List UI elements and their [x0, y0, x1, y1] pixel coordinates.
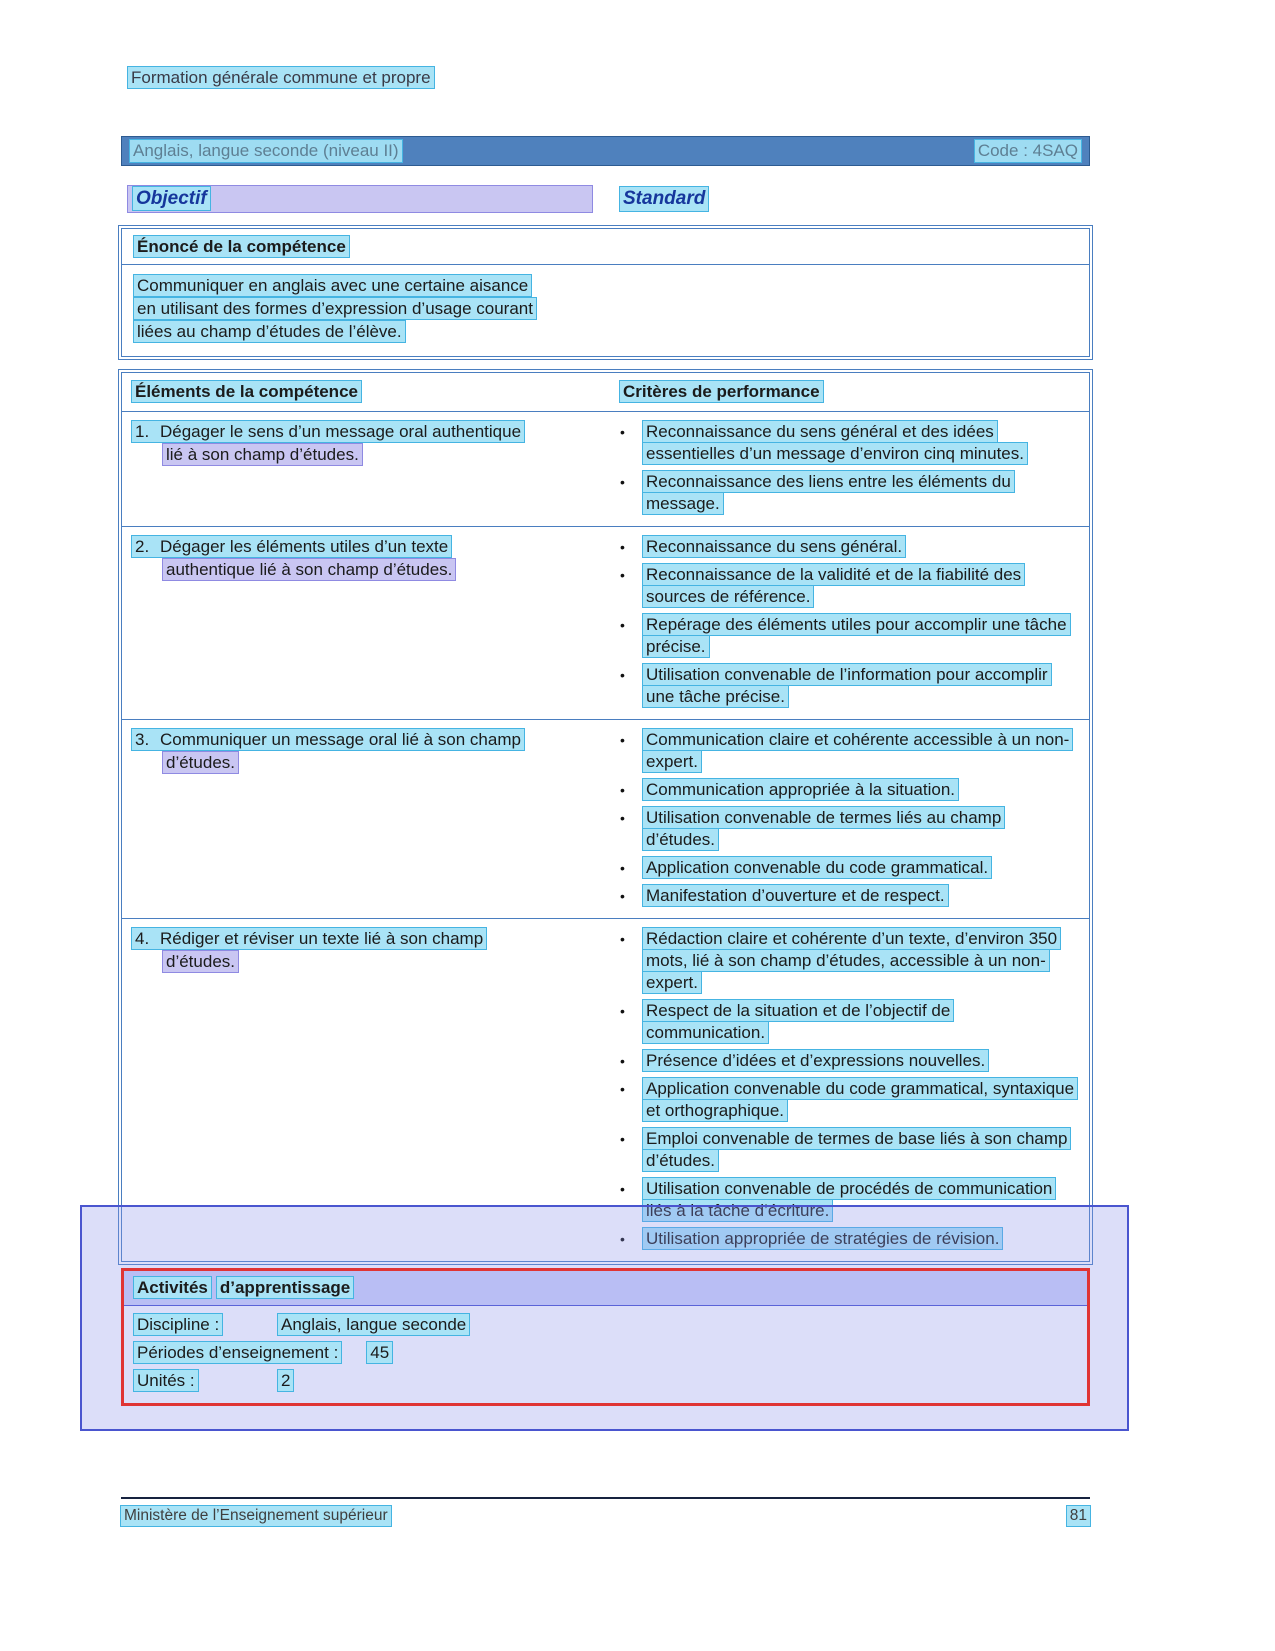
- bullet-icon: •: [620, 860, 625, 876]
- criteres-header-cell: Critères de performance: [600, 373, 1089, 411]
- activites-table: [121, 1268, 1090, 1406]
- criterion-item: • Communication claire et cohérente accessible à un non-expert.: [620, 729, 1075, 773]
- bullet-icon: •: [620, 667, 625, 683]
- element-text-line: 1. Dégager le sens d’un message oral authentique: [132, 421, 586, 443]
- enonce-body-line: en utilisant des formes d’expression d’usage courant: [134, 298, 1077, 320]
- bullet-icon: •: [620, 424, 625, 440]
- element-text-line: 2. Dégager les éléments utiles d’un texte: [132, 536, 586, 558]
- activites-row-value: 45: [367, 1342, 392, 1363]
- standard-label: Standard: [620, 187, 708, 211]
- objectif-label: Objectif: [133, 187, 210, 210]
- criterion-item: • Manifestation d’ouverture et de respect.: [620, 885, 1075, 907]
- element-text-line: authentique lié à son champ d’études.: [132, 559, 586, 581]
- bullet-icon: •: [620, 617, 625, 633]
- section-label-row: [128, 68, 434, 88]
- activites-heading-word: d’apprentissage: [217, 1277, 353, 1298]
- competence-table-header: [122, 373, 1089, 412]
- criterion-item: • Respect de la situation et de l’objectif de communication.: [620, 1000, 1075, 1044]
- activites-row: [124, 1339, 1087, 1367]
- bullet-icon: •: [620, 1053, 625, 1069]
- table-row: [122, 412, 1089, 527]
- criteria-cell: [600, 919, 1089, 1261]
- page-footer: [121, 1497, 1090, 1526]
- activites-row-label: Discipline :: [134, 1314, 222, 1335]
- element-text-line: lié à son champ d’études.: [132, 444, 586, 466]
- criteria-cell: [600, 412, 1089, 526]
- element-cell: [122, 919, 600, 1261]
- enonce-body-line: Communiquer en anglais avec une certaine aisance: [134, 275, 1077, 297]
- bullet-icon: •: [620, 931, 625, 947]
- bullet-icon: •: [620, 567, 625, 583]
- element-text-line: 4. Rédiger et réviser un texte lié à son champ: [132, 928, 586, 950]
- bullet-icon: •: [620, 1131, 625, 1147]
- criteria-cell: [600, 720, 1089, 918]
- activites-heading-row: [124, 1271, 1087, 1306]
- criterion-item: • Utilisation convenable de termes liés au champ d’études.: [620, 807, 1075, 851]
- bullet-icon: •: [620, 474, 625, 490]
- bullet-icon: •: [620, 810, 625, 826]
- enonce-heading-row: [122, 229, 1089, 265]
- activites-row: [124, 1367, 1087, 1395]
- bullet-icon: •: [620, 1081, 625, 1097]
- criterion-item: • Présence d’idées et d’expressions nouvelles.: [620, 1050, 1075, 1072]
- table-row: [122, 720, 1089, 919]
- element-cell: [122, 412, 600, 526]
- activites-row-value: 2: [278, 1370, 293, 1391]
- bullet-icon: •: [620, 782, 625, 798]
- table-row: [122, 527, 1089, 720]
- competence-table: [121, 372, 1090, 1262]
- bullet-icon: •: [620, 1231, 625, 1247]
- element-cell: [122, 527, 600, 719]
- criterion-item: • Utilisation appropriée de stratégies de révision.: [620, 1228, 1075, 1250]
- criterion-item: • Rédaction claire et cohérente d’un texte, d’environ 350 mots, lié à son champ d’études, accessible à un non-expert.: [620, 928, 1075, 994]
- activites-row-value: Anglais, langue seconde: [278, 1314, 469, 1335]
- elements-header-cell: Éléments de la compétence: [122, 373, 600, 411]
- criterion-item: • Reconnaissance des liens entre les éléments du message.: [620, 471, 1075, 515]
- enonce-body-line: liées au champ d’études de l’élève.: [134, 321, 1077, 343]
- criterion-item: • Application convenable du code grammatical, syntaxique et orthographique.: [620, 1078, 1075, 1122]
- bullet-icon: •: [620, 732, 625, 748]
- bullet-icon: •: [620, 1003, 625, 1019]
- element-text-line: d’études.: [132, 951, 586, 973]
- section-label: Formation générale commune et propre: [128, 67, 434, 88]
- bullet-icon: •: [620, 888, 625, 904]
- activites-row-label: Périodes d’enseignement :: [134, 1342, 341, 1363]
- criterion-item: • Application convenable du code grammatical.: [620, 857, 1075, 879]
- activites-row-label: Unités :: [134, 1370, 198, 1391]
- course-header-bar: [121, 136, 1090, 166]
- criterion-item: • Reconnaissance du sens général.: [620, 536, 1075, 558]
- bullet-icon: •: [620, 1181, 625, 1197]
- criterion-item: • Reconnaissance du sens général et des idées essentielles d’un message d’environ cinq minutes.: [620, 421, 1075, 465]
- table-row: [122, 919, 1089, 1261]
- enonce-box: [121, 228, 1090, 357]
- page-number: 81: [1067, 1506, 1090, 1526]
- criterion-item: • Utilisation convenable de procédés de communication liés à la tâche d’écriture.: [620, 1178, 1075, 1222]
- ministry-label: Ministère de l’Enseignement supérieur: [121, 1506, 391, 1526]
- criteria-cell: [600, 527, 1089, 719]
- element-text-line: d’études.: [132, 752, 586, 774]
- criterion-item: • Reconnaissance de la validité et de la fiabilité des sources de référence.: [620, 564, 1075, 608]
- criterion-item: • Communication appropriée à la situation.: [620, 779, 1075, 801]
- course-title: Anglais, langue seconde (niveau II): [130, 140, 402, 162]
- activites-heading-word: Activités: [134, 1277, 211, 1298]
- column-headers-row: [128, 186, 1090, 212]
- activites-body: [124, 1306, 1087, 1403]
- criterion-item: • Emploi convenable de termes de base liés à son champ d’études.: [620, 1128, 1075, 1172]
- bullet-icon: •: [620, 539, 625, 555]
- element-text-line: 3. Communiquer un message oral lié à son champ: [132, 729, 586, 751]
- enonce-heading: Énoncé de la compétence: [134, 236, 349, 257]
- element-cell: [122, 720, 600, 918]
- criterion-item: • Utilisation convenable de l’information pour accomplir une tâche précise.: [620, 664, 1075, 708]
- course-code: Code : 4SAQ: [975, 140, 1081, 162]
- activites-row: [124, 1311, 1087, 1339]
- enonce-body: [122, 265, 1089, 356]
- objectif-header-bar: [128, 186, 592, 212]
- criterion-item: • Repérage des éléments utiles pour accomplir une tâche précise.: [620, 614, 1075, 658]
